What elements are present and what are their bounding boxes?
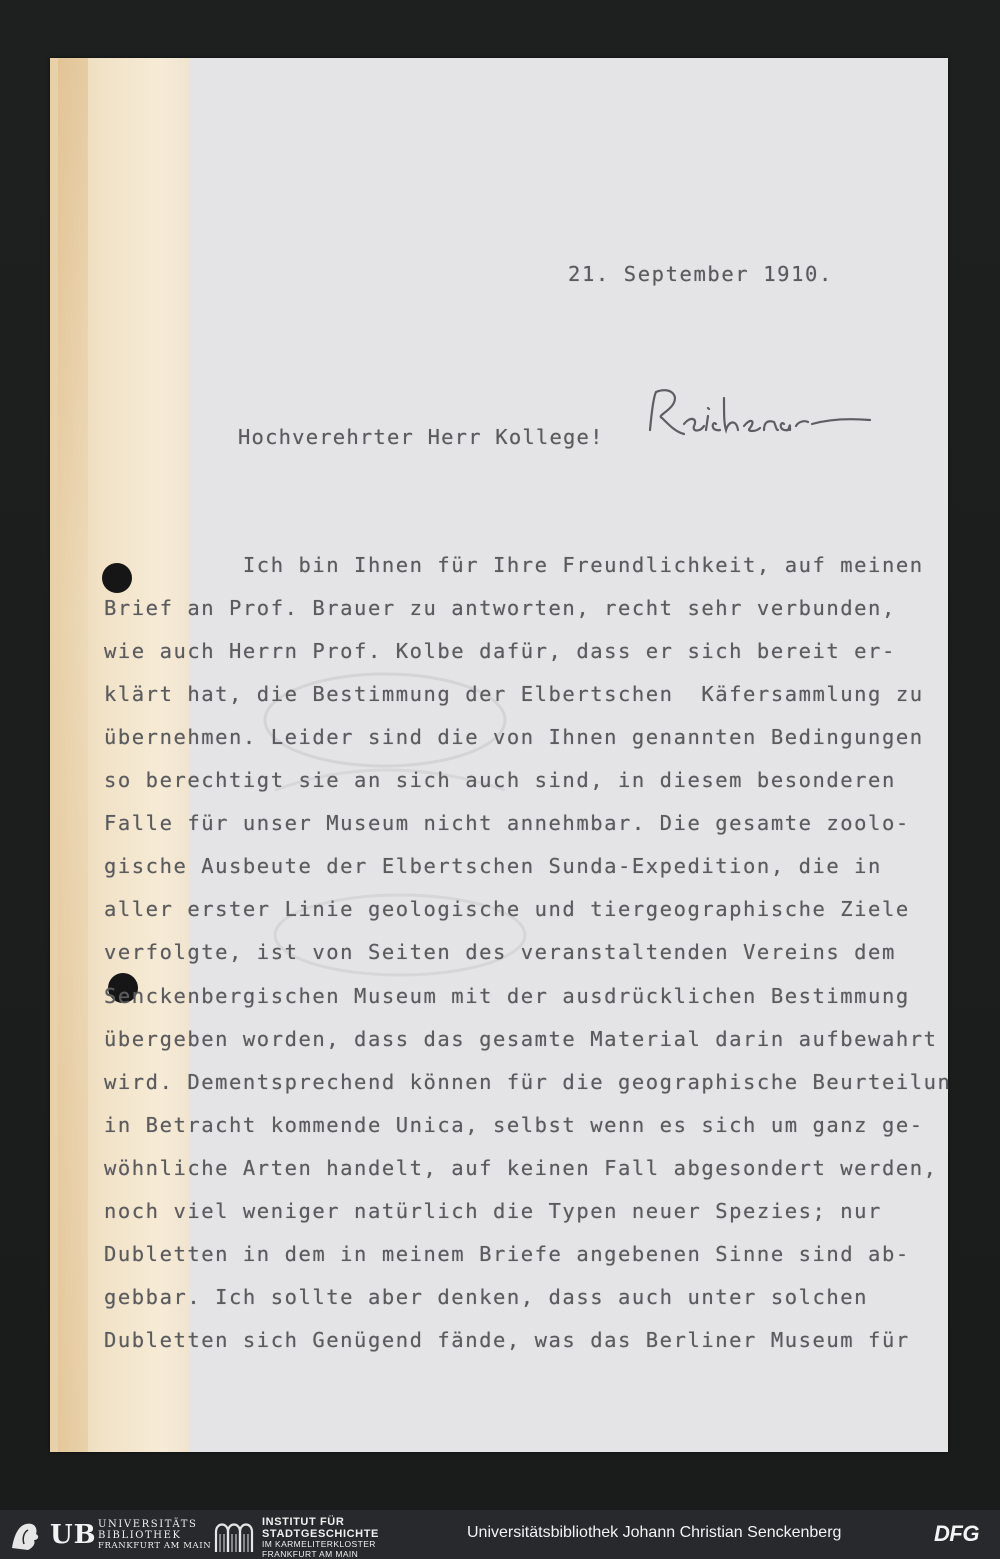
letter-body-line: gische Ausbeute der Elbertschen Sunda-Expedition, die in <box>104 854 882 878</box>
letter-body-line: übergeben worden, dass das gesamte Material darin aufbewahrt <box>104 1027 938 1051</box>
isg-line-1: INSTITUT FÜR <box>262 1516 345 1528</box>
letter-body-line: klärt hat, die Bestimmung der Elbertschen Käfersammlung zu <box>104 682 924 706</box>
isg-line-2: STADTGESCHICHTE <box>262 1528 379 1540</box>
letter-body-line: wird. Dementsprechend können für die geographische Beurteilun <box>104 1070 952 1094</box>
letter-body-line: Dubletten sich Genügend fände, was das Berliner Museum für <box>104 1328 910 1352</box>
letter-body-line: so berechtigt sie an sich auch sind, in diesem besonderen <box>104 768 896 792</box>
institute-name <box>262 1516 379 1559</box>
handwritten-annotation <box>640 378 880 448</box>
ub-line-2: BIBLIOTHEK <box>98 1530 182 1541</box>
letter-body-line: Brief an Prof. Brauer zu antworten, recht sehr verbunden, <box>104 596 896 620</box>
goethe-portrait-icon <box>6 1518 52 1552</box>
institute-arch-icon <box>213 1518 255 1552</box>
ub-line-1: UNIVERSITÄTS <box>98 1519 198 1530</box>
letter-body-line: Falle für unser Museum nicht annehmbar. Die gesamte zoolo- <box>104 811 910 835</box>
letter-body-line: Dubletten in dem in meinem Briefe angebenen Sinne sind ab- <box>104 1242 910 1266</box>
ub-line-3: FRANKFURT AM MAIN <box>98 1541 212 1551</box>
letter-body-line: wie auch Herrn Prof. Kolbe dafür, dass er sich bereit er- <box>104 639 896 663</box>
letter-body-line: verfolgte, ist von Seiten des veranstaltenden Vereins dem <box>104 940 896 964</box>
letter-body-line: gebbar. Ich sollte aber denken, dass auch unter solchen <box>104 1285 869 1309</box>
letter-body-line: wöhnliche Arten handelt, auf keinen Fall abgesondert werden, <box>104 1156 938 1180</box>
isg-line-4: FRANKFURT AM MAIN <box>262 1548 359 1559</box>
svg-text:Reichenau: Reichenau <box>640 378 646 379</box>
letter-body-line: Ich bin Ihnen für Ihre Freundlichkeit, auf meinen <box>104 553 924 577</box>
isg-line-3: IM KARMELITERKLOSTER <box>262 1539 376 1549</box>
ub-name <box>98 1519 211 1552</box>
footer-bar <box>0 1510 1000 1559</box>
letter-salutation: Hochverehrter Herr Kollege! <box>238 425 604 449</box>
dfg-logo: DFG <box>934 1521 979 1546</box>
library-name: Universitätsbibliothek Johann Christian Senckenberg <box>467 1524 842 1541</box>
letter-date: 21. September 1910. <box>568 262 833 286</box>
letter-body-line: aller erster Linie geologische und tiergeographische Ziele <box>104 897 910 921</box>
letter-body-line: Senckenbergischen Museum mit der ausdrücklichen Bestimmung <box>104 984 910 1008</box>
letter-body-line: noch viel weniger natürlich die Typen neuer Spezies; nur <box>104 1199 882 1223</box>
letter-body-line: in Betracht kommende Unica, selbst wenn es sich um ganz ge- <box>104 1113 924 1137</box>
ub-abbreviation: UB <box>50 1520 97 1550</box>
letter-body-line: übernehmen. Leider sind die von Ihnen genannten Bedingungen <box>104 725 924 749</box>
